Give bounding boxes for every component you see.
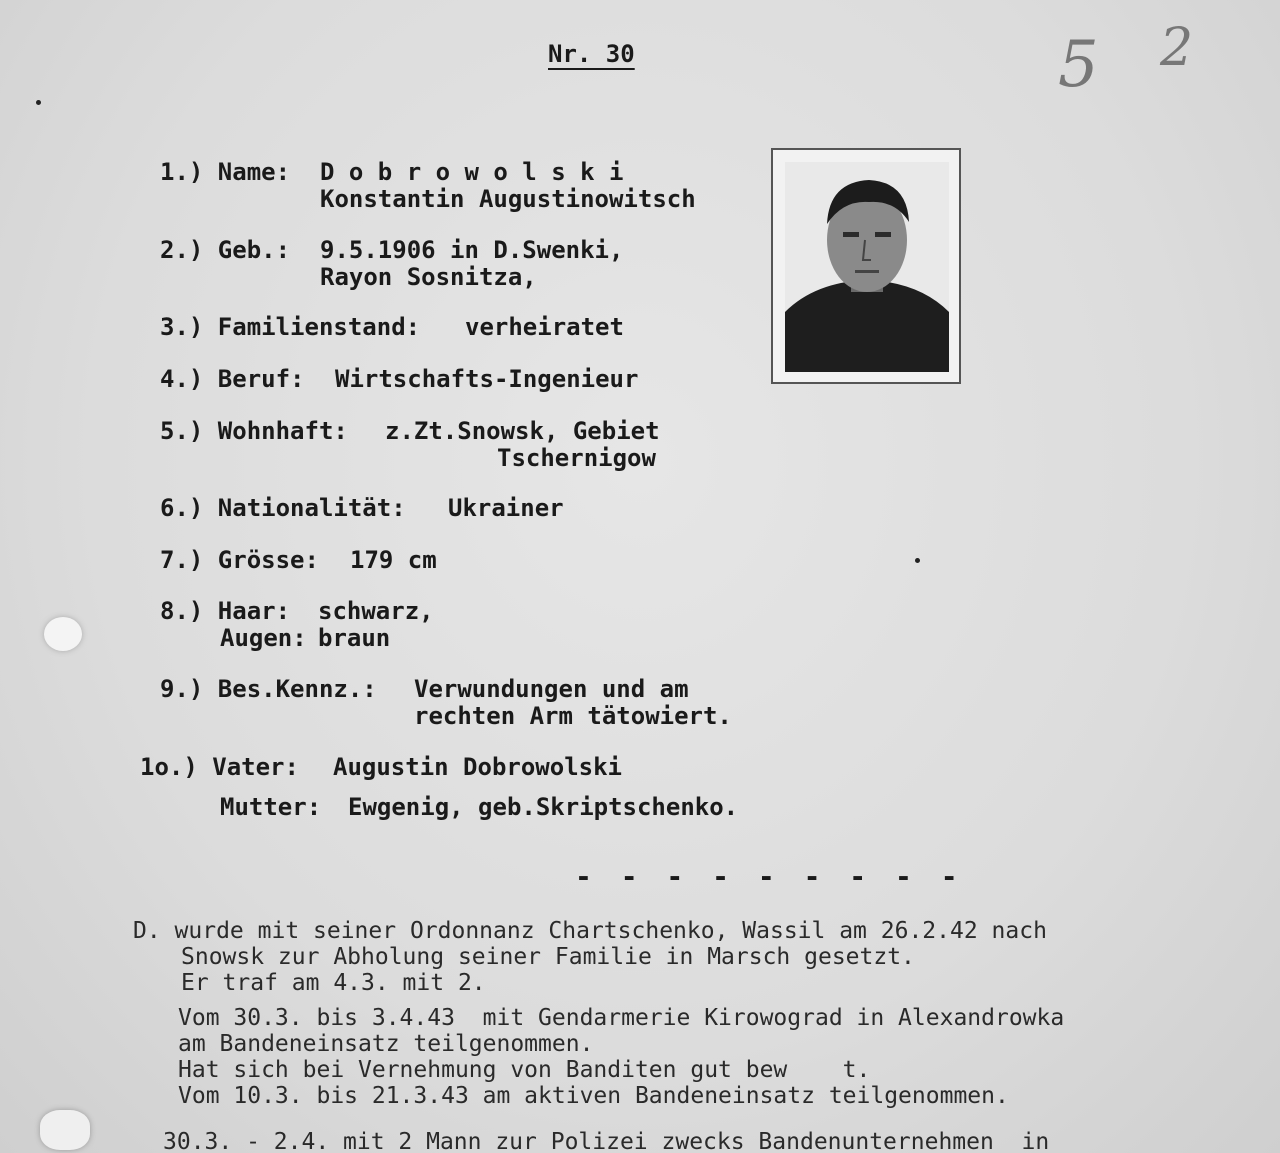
field-8-value-2: braun xyxy=(318,624,391,652)
field-9-value-2: rechten Arm tätowiert. xyxy=(414,702,732,730)
field-9-label: 9.) Bes.Kennz.: xyxy=(160,675,377,703)
ink-dot xyxy=(915,558,920,563)
field-2-value: 9.5.1906 in D.Swenki, xyxy=(320,236,624,264)
field-6-label: 6.) Nationalität: xyxy=(160,494,406,522)
field-10-label: 1o.) Vater: xyxy=(140,753,299,781)
field-2-value-2: Rayon Sosnitza, xyxy=(320,263,537,291)
portrait-photo xyxy=(771,148,961,384)
field-6-value: Ukrainer xyxy=(448,494,564,522)
field-3-label: 3.) Familienstand: xyxy=(160,313,421,341)
narrative-line-1: D. wurde mit seiner Ordonnanz Chartschenko, Wassil am 26.2.42 nach xyxy=(133,918,1047,944)
section-separator: - - - - - - - - - xyxy=(575,860,964,893)
field-1-value-2: Konstantin Augustinowitsch xyxy=(320,185,696,213)
field-5-label: 5.) Wohnhaft: xyxy=(160,417,348,445)
field-10-value: Augustin Dobrowolski xyxy=(333,753,622,781)
field-4-label: 4.) Beruf: xyxy=(160,365,305,393)
portrait-image xyxy=(785,162,949,372)
handwritten-number-2: 2 xyxy=(1160,18,1194,78)
field-4-value: Wirtschafts-Ingenieur xyxy=(335,365,639,393)
field-8-label: 8.) Haar: xyxy=(160,597,291,625)
narrative-line-2: Snowsk zur Abholung seiner Familie in Marsch gesetzt. xyxy=(181,944,915,970)
narrative-line-8: 30.3. - 2.4. mit 2 Mann zur Polizei zwecks Bandenunternehmen in xyxy=(163,1129,1050,1153)
field-5-value: z.Zt.Snowsk, Gebiet xyxy=(385,417,660,445)
ink-dot xyxy=(36,100,41,105)
narrative-line-7: Vom 10.3. bis 21.3.43 am aktiven Bandeneinsatz teilgenommen. xyxy=(178,1083,1009,1109)
field-1-label: 1.) Name: xyxy=(160,158,291,186)
field-8-value: schwarz, xyxy=(318,597,434,625)
field-10-label-2: Mutter: xyxy=(220,793,322,821)
field-8-label-2: Augen: xyxy=(220,624,307,652)
field-5-value-2: Tschernigow xyxy=(497,444,656,472)
document-number: Nr. 30 xyxy=(548,40,635,68)
field-3-value: verheiratet xyxy=(465,313,624,341)
field-1-value: D o b r o w o l s k i xyxy=(320,158,624,186)
field-9-value: Verwundungen und am xyxy=(414,675,689,703)
field-2-label: 2.) Geb.: xyxy=(160,236,291,264)
field-7-value: 179 cm xyxy=(350,546,437,574)
field-7-label: 7.) Grösse: xyxy=(160,546,319,574)
paper-damage-mark xyxy=(40,1110,90,1150)
narrative-line-4: Vom 30.3. bis 3.4.43 mit Gendarmerie Kirowograd in Alexandrowka xyxy=(178,1005,1065,1031)
punch-hole xyxy=(44,617,82,651)
narrative-line-5: am Bandeneinsatz teilgenommen. xyxy=(178,1031,594,1057)
field-10-value-2: Ewgenig, geb.Skriptschenko. xyxy=(348,793,739,821)
handwritten-number: 5 xyxy=(1058,28,1099,102)
narrative-line-6: Hat sich bei Vernehmung von Banditen gut bew t. xyxy=(178,1057,871,1083)
narrative-line-3: Er traf am 4.3. mit 2. xyxy=(181,970,486,996)
